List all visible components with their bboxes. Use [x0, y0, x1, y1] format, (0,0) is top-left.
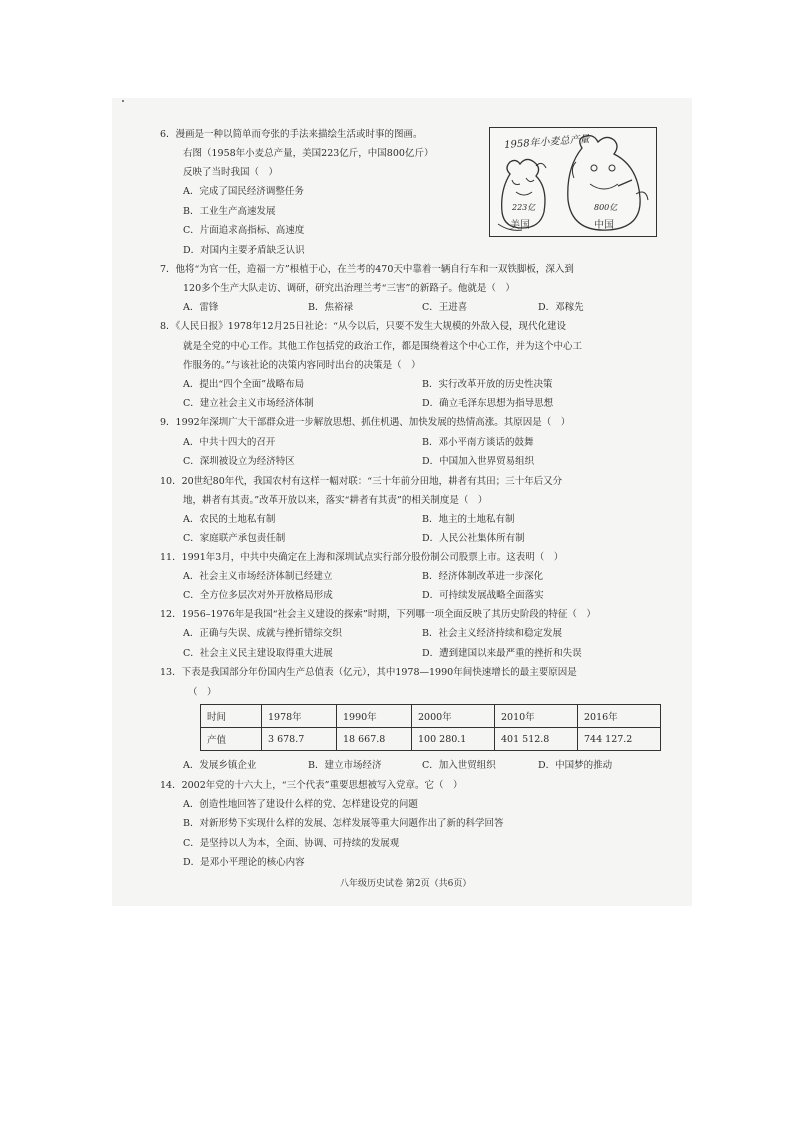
q13-line-2: （ ）	[188, 687, 217, 698]
q13-option-d: D．中国梦的推动	[538, 760, 613, 771]
q11-option-a: A．社会主义市场经济体制已经建立	[183, 571, 333, 582]
q6-option-c: C．片面追求高指标、高速度	[183, 225, 305, 236]
q8-line-1: 8．《人民日报》1978年12月25日社论：“从今以后，只要不发生大规模的外敌入侵，现代化建设	[160, 321, 567, 332]
q8-line-2: 就是全党的中心工作。其他工作包括党的政治工作，都是围绕着这个中心工作，并为这个中心工	[183, 341, 583, 352]
q6-line-2: 右图（1958年小麦总产量，美国223亿斤，中国800亿斤）	[183, 148, 434, 159]
q14-option-a: A．创造性地回答了建设什么样的党、怎样建设党的问题	[183, 799, 418, 810]
q10-line-1: 10．20世纪80年代，我国农村有这样一幅对联：“三十年前分田地，耕者有其田；三十年后又分	[160, 476, 563, 487]
q14-option-d: D．是邓小平理论的核心内容	[183, 857, 305, 868]
q12-option-a: A．正确与失误、成就与挫折错综交织	[183, 628, 342, 639]
q6-option-d: D．对国内主要矛盾缺乏认识	[183, 245, 305, 256]
table-header-cell: 1978年	[262, 705, 337, 728]
q13-option-c: C．加入世贸组织	[422, 760, 496, 771]
cartoon-left-figure: 223亿	[512, 203, 536, 212]
cartoon-figure	[489, 127, 657, 237]
q7-line-2: 120多个生产大队走访、调研，研究出治理兰考“三害”的新路子。他就是（ ）	[183, 283, 515, 294]
table-cell: 产值	[201, 728, 262, 751]
q7-option-b: B．焦裕禄	[308, 302, 353, 313]
q12-option-c: C．社会主义民主建设取得重大进展	[183, 648, 333, 659]
page-footer: 八年级历史试卷 第2页（共6页）	[340, 879, 472, 889]
q11-option-d: D．可持续发展战略全面落实	[422, 590, 544, 601]
q6-option-a: A．完成了国民经济调整任务	[183, 186, 304, 197]
table-row	[201, 728, 661, 751]
q13-option-a: A．发展乡镇企业	[183, 760, 257, 771]
q12-option-d: D．遭到建国以来最严重的挫折和失误	[422, 648, 582, 659]
q7-line-1: 7．他将“为官一任，造福一方”根植于心，在兰考的470天中靠着一辆自行车和一双铁脚板，深入到	[160, 264, 574, 275]
q8-line-3: 作服务的。”与该社论的决策内容同时出台的决策是（ ）	[183, 360, 421, 371]
table-row	[201, 705, 661, 728]
gdp-table	[200, 704, 661, 751]
q9-option-d: D．中国加入世界贸易组织	[422, 456, 535, 467]
q11-option-b: B．经济体制改革进一步深化	[422, 571, 543, 582]
q11-line-1: 11．1991年3月，中共中央确定在上海和深圳试点实行部分股份制公司股票上市。这表明（ ）	[160, 552, 564, 563]
q8-option-c: C．建立社会主义市场经济体制	[183, 398, 314, 409]
scan-speck	[122, 100, 124, 102]
table-cell: 100 280.1	[412, 728, 495, 751]
q7-option-c: C．王进喜	[422, 302, 468, 313]
table-header-cell: 2010年	[495, 705, 578, 728]
table-cell: 3 678.7	[262, 728, 337, 751]
table-header-cell: 时间	[201, 705, 262, 728]
q11-option-c: C．全方位多层次对外开放格局形成	[183, 590, 333, 601]
q7-option-a: A．雷锋	[183, 302, 219, 313]
q8-option-a: A．提出“四个全面”战略布局	[183, 379, 305, 390]
q9-option-a: A．中共十四大的召开	[183, 437, 276, 448]
q8-option-d: D．确立毛泽东思想为指导思想	[422, 398, 554, 409]
q7-option-d: D．邓稼先	[538, 302, 584, 313]
q8-option-b: B．实行改革开放的历史性决策	[422, 379, 553, 390]
cartoon-title: 1958年小麦总产量	[503, 134, 590, 151]
table-cell: 18 667.8	[337, 728, 412, 751]
table-cell: 744 127.2	[578, 728, 661, 751]
table-header-cell: 1990年	[337, 705, 412, 728]
q10-line-2: 地，耕者有其责。”改革开放以来，落实“耕者有其责”的相关制度是（ ）	[183, 495, 488, 506]
q10-option-d: D．人民公社集体所有制	[422, 533, 525, 544]
cartoon-right-figure: 800亿	[594, 203, 618, 212]
table-cell: 401 512.8	[495, 728, 578, 751]
q12-option-b: B．社会主义经济持续和稳定发展	[422, 628, 562, 639]
q6-option-b: B．工业生产高速发展	[183, 206, 276, 217]
q14-line-1: 14．2002年党的十六大上，“三个代表”重要思想被写入党章。它（ ）	[160, 780, 463, 791]
q10-option-b: B．地主的土地私有制	[422, 514, 515, 525]
q14-option-b: B．对新形势下实现什么样的发展、怎样发展等重大问题作出了新的科学回答	[183, 818, 504, 829]
q13-line-1: 13．下表是我国部分年份国内生产总值表（亿元），其中1978—1990年间快速增长的最主要原因是	[160, 667, 577, 678]
q9-line-1: 9．1992年深圳广大干部群众进一步解放思想、抓住机遇、加快发展的热情高涨。其原因是（ ）	[160, 417, 571, 428]
q6-line-3: 反映了当时我国（ ）	[183, 167, 279, 178]
q10-option-c: C．家庭联产承包责任制	[183, 533, 286, 544]
q14-option-c: C．是坚持以人为本，全面、协调、可持续的发展观	[183, 838, 400, 849]
table-header-cell: 2000年	[412, 705, 495, 728]
q10-option-a: A．农民的土地私有制	[183, 514, 276, 525]
q6-line-1: 6．漫画是一种以简单而夸张的手法来描绘生活或时事的图画。	[160, 129, 423, 140]
cartoon-right-label: 中国	[594, 220, 614, 231]
cartoon-left-label: 美国	[510, 220, 530, 231]
q9-option-c: C．深圳被设立为经济特区	[183, 456, 295, 467]
q13-option-b: B．建立市场经济	[308, 760, 382, 771]
q9-option-b: B．邓小平南方谈话的鼓舞	[422, 437, 534, 448]
q12-line-1: 12．1956–1976年是我国“社会主义建设的探索”时期，下列哪一项全面反映了其历史阶段的特征（ ）	[160, 609, 596, 620]
table-header-cell: 2016年	[578, 705, 661, 728]
